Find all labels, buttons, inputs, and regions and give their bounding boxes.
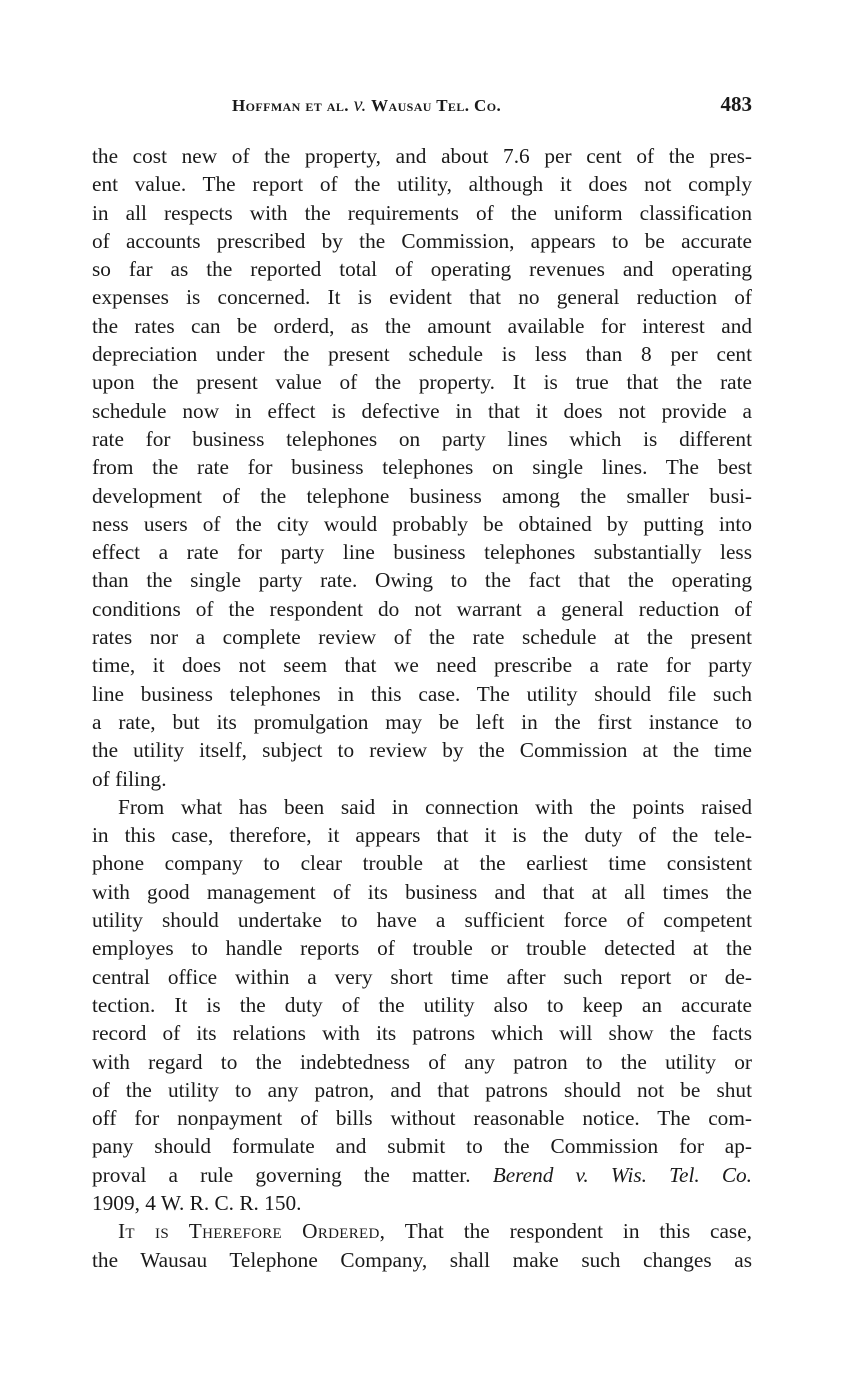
text-line: of filing. bbox=[92, 766, 167, 791]
text-line: with good management of its business and that at all times the bbox=[92, 879, 752, 904]
text-line: time, it does not seem that we need prescribe a rate for party bbox=[92, 653, 752, 678]
text-line: schedule now in effect is defective in that it does not provide a bbox=[92, 398, 752, 423]
text-line: pany should formulate and submit to the Commission for ap- bbox=[92, 1134, 752, 1159]
text-line: tection. It is the duty of the utility also to keep an accurate bbox=[92, 992, 752, 1017]
text-line: with regard to the indebtedness of any patron to the utility or bbox=[92, 1049, 752, 1074]
text-line: the Wausau Telephone Company, shall make such changes as bbox=[92, 1247, 752, 1272]
text-line: employes to handle reports of trouble or trouble detected at the bbox=[92, 936, 752, 961]
text-line: utility should undertake to have a sufficient force of competent bbox=[92, 908, 752, 933]
text-line: effect a rate for party line business telephones substantially less bbox=[92, 540, 752, 565]
text-line: in this case, therefore, it appears that it is the duty of the tele- bbox=[92, 823, 752, 848]
text-line: line business telephones in this case. The utility should file such bbox=[92, 681, 752, 706]
text-line: than the single party rate. Owing to the fact that the operating bbox=[92, 568, 752, 593]
text-line: ent value. The report of the utility, although it does not comply bbox=[92, 172, 752, 197]
text-line: a rate, but its promulgation may be left in the first instance to bbox=[92, 709, 752, 734]
text-line: from the rate for business telephones on single lines. The best bbox=[92, 455, 752, 480]
case-party-first: Hoffman et al. bbox=[232, 96, 349, 115]
text-line: upon the present value of the property. It is true that the rate bbox=[92, 370, 752, 395]
order-text: That the respondent in this case, bbox=[404, 1219, 752, 1244]
order-heading: It is Therefore Ordered, bbox=[118, 1219, 386, 1244]
text-line: record of its relations with its patrons which will show the facts bbox=[92, 1021, 752, 1046]
text-line: ness users of the city would probably be obtained by putting into bbox=[92, 511, 752, 536]
case-versus: v. bbox=[353, 94, 367, 116]
text-line: rate for business telephones on party lines which is different bbox=[92, 426, 752, 451]
text-line: development of the telephone business among the smaller busi- bbox=[92, 483, 752, 508]
text-line: expenses is concerned. It is evident that no general reduction of bbox=[92, 285, 752, 310]
page-number: 483 bbox=[720, 92, 752, 116]
running-title bbox=[232, 94, 501, 117]
text-line: the rates can be orderd, as the amount available for interest and bbox=[92, 313, 752, 338]
text-line: 1909, 4 W. R. C. R. 150. bbox=[92, 1190, 302, 1215]
text-line: of the utility to any patron, and that patrons should not be shut bbox=[92, 1077, 752, 1102]
order-line bbox=[92, 1217, 752, 1245]
text-line: in all respects with the requirements of the uniform classification bbox=[92, 200, 752, 225]
paragraph-rate-discussion bbox=[92, 142, 752, 793]
paragraph-duties-of-utility bbox=[92, 793, 752, 1217]
case-citation: Berend v. Wis. Tel. Co. bbox=[492, 1162, 752, 1187]
text-line: the cost new of the property, and about 7.6 per cent of the pres- bbox=[92, 144, 752, 168]
text-line: of accounts prescribed by the Commission, appears to be accurate bbox=[92, 228, 752, 253]
citation-lead-in: proval a rule governing the matter. bbox=[92, 1162, 471, 1187]
text-line: so far as the reported total of operating revenues and operating bbox=[92, 257, 752, 282]
case-party-second: Wausau Tel. Co. bbox=[371, 96, 502, 115]
paragraph-order bbox=[92, 1217, 752, 1274]
text-line: phone company to clear trouble at the earliest time consistent bbox=[92, 851, 752, 876]
running-header bbox=[92, 92, 752, 120]
text-line: conditions of the respondent do not warrant a general reduction of bbox=[92, 596, 752, 621]
text-line: the utility itself, subject to review by the Commission at the time bbox=[92, 738, 752, 763]
text-line: From what has been said in connection with the points raised bbox=[118, 794, 752, 819]
text-line: off for nonpayment of bills without reasonable notice. The com- bbox=[92, 1106, 752, 1131]
text-line: depreciation under the present schedule is less than 8 per cent bbox=[92, 342, 752, 367]
citation-line bbox=[92, 1161, 752, 1189]
text-line: rates nor a complete review of the rate schedule at the present bbox=[92, 625, 752, 650]
body-text bbox=[92, 142, 752, 1274]
text-line: central office within a very short time after such report or de- bbox=[92, 964, 752, 989]
